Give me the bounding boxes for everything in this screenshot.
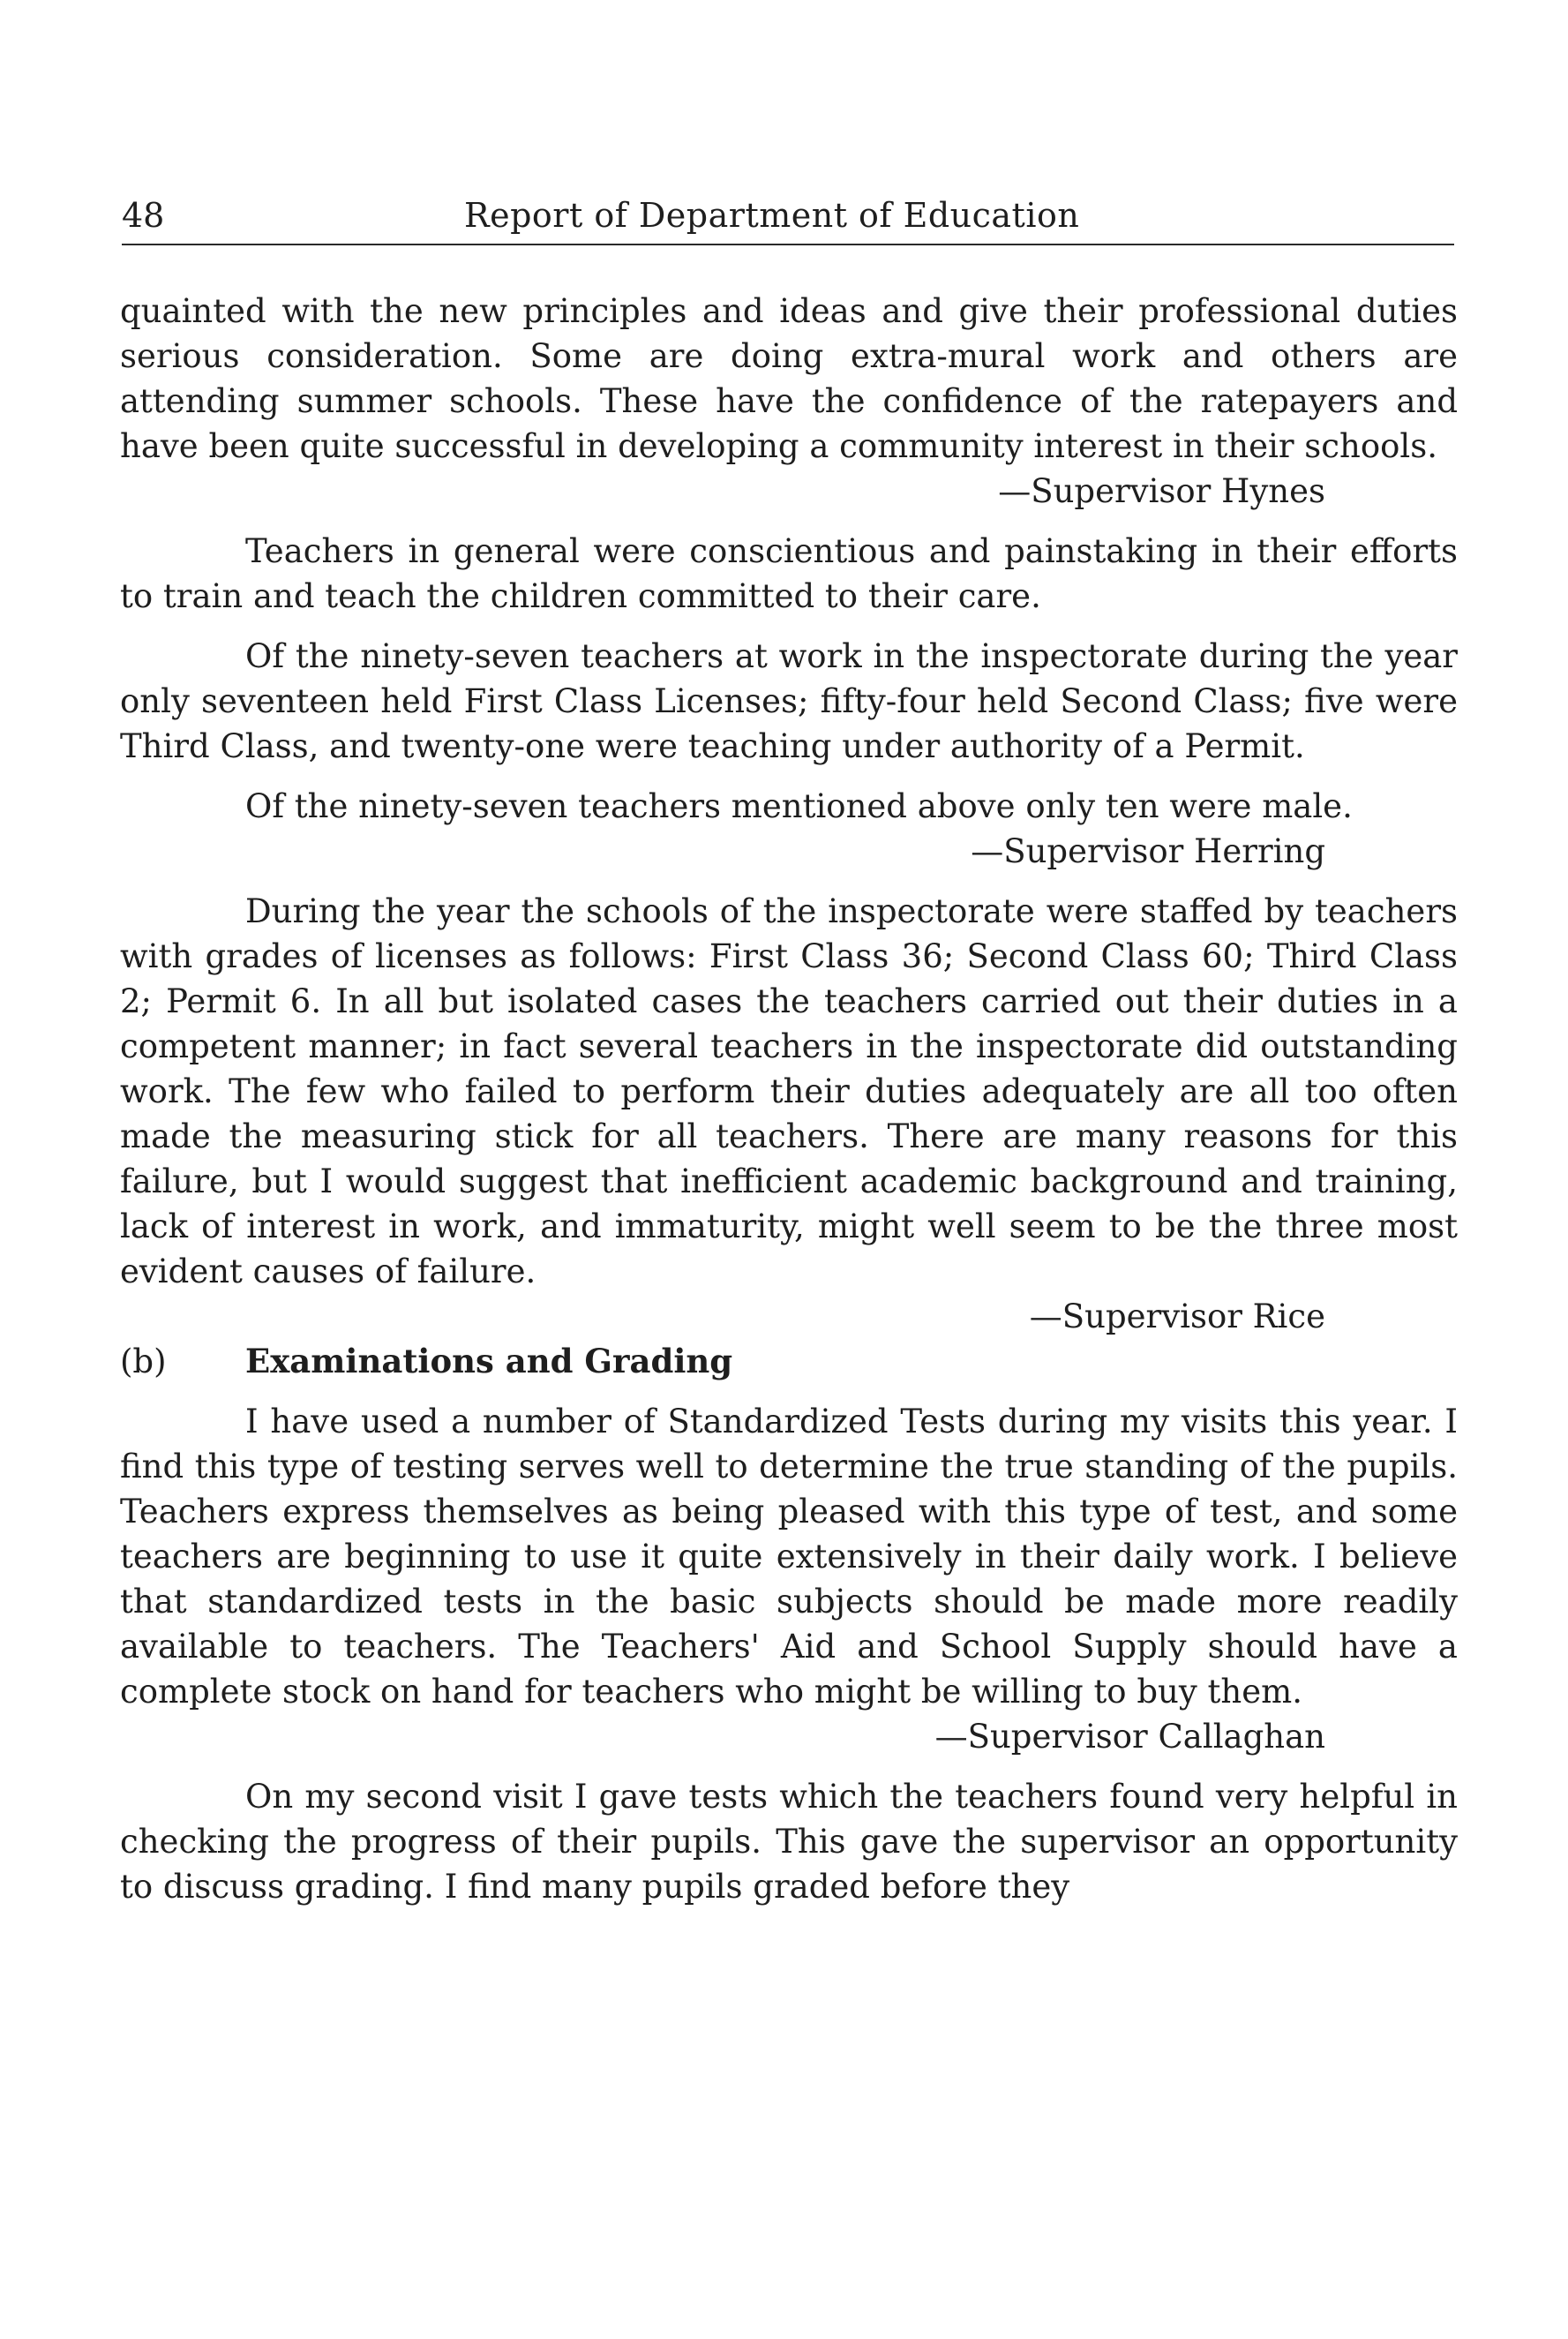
section-title: Examinations and Grading	[245, 1342, 733, 1380]
signature-hynes: —Supervisor Hynes	[998, 472, 1325, 510]
paragraph: On my second visit I gave tests which the teachers found very helpful in checking the progress of their pupils. This gave the supervisor an opportunity to discuss grading. I find many pupils graded before they	[120, 1778, 1458, 1906]
body-text	[120, 289, 1458, 1909]
paragraph: Of the ninety-seven teachers mentioned above only ten were male.	[245, 787, 1353, 825]
signature-herring: —Supervisor Herring	[971, 832, 1325, 870]
paragraph: Teachers in general were conscientious and painstaking in their efforts to train and teach the children committed to their care.	[120, 532, 1458, 615]
paragraph: During the year the schools of the inspectorate were staffed by teachers with grades of licenses as follows: First Class 36; Second Class 60; Third Class 2; Permit 6. In all but isolated cases the teachers carried out their duties in a competent manner; in fact several teachers in the inspectorate did outstanding work. The few who failed to perform their duties adequately are all too often made the measuring stick for all teachers. There are many reasons for this failure, but I would suggest that inefficient academic background and training, lack of interest in work, and immaturity, might well seem to be the three most evident causes of failure.	[120, 892, 1458, 1290]
signature-callaghan: —Supervisor Callaghan	[934, 1718, 1325, 1756]
paragraph: I have used a number of Standardized Tests during my visits this year. I find this type of testing serves well to determine the true standing of the pupils. Teachers express themselves as being pleased with this type of test, and some teachers are beginning to use it quite extensively in their daily work. I believe that standardized tests in the basic subjects should be made more readily available to teachers. The Teachers' Aid and School Supply should have a complete stock on hand for teachers who might be willing to buy them.	[120, 1403, 1458, 1711]
section-label: (b)	[120, 1342, 167, 1380]
running-title: Report of Department of Education	[464, 196, 1080, 235]
paragraph-continued: quainted with the new principles and ideas and give their professional duties serious consideration. Some are doing extra-mural work and others are attending summer schools. These have the confidence of the ratepayers and have been quite successful in developing a community interest in their schools.	[120, 292, 1458, 465]
page-number: 48	[122, 196, 165, 235]
header-rule	[122, 244, 1454, 245]
page-header	[122, 192, 1454, 238]
signature-rice: —Supervisor Rice	[1029, 1297, 1325, 1335]
paragraph: Of the ninety-seven teachers at work in the inspectorate during the year only seventeen held First Class Licenses; fifty-four held Second Class; five were Third Class, and twenty-one were teaching under authority of a Permit.	[120, 637, 1458, 765]
section-heading	[120, 1339, 1458, 1384]
